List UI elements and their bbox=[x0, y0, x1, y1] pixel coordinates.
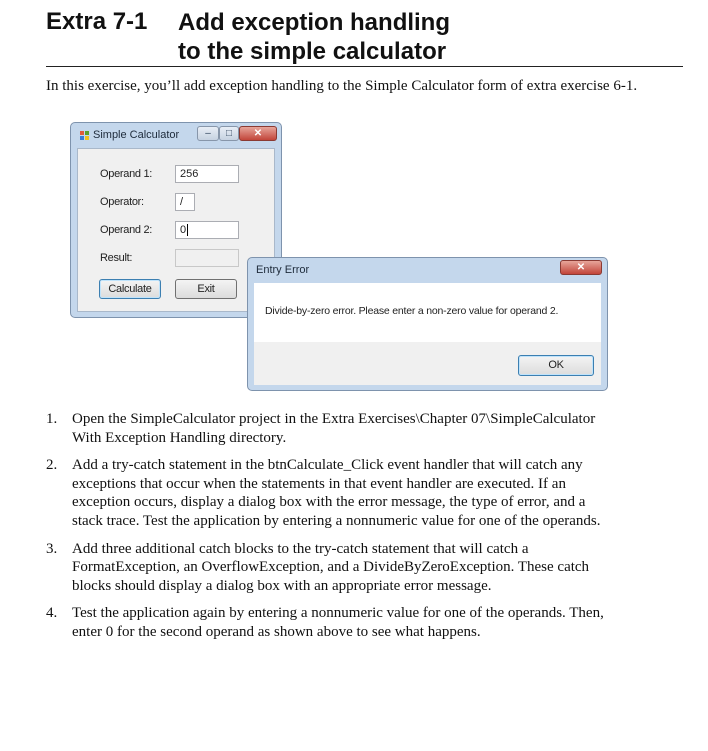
ok-button[interactable]: OK bbox=[518, 355, 594, 376]
operator-label: Operator: bbox=[100, 196, 144, 208]
operator-input[interactable]: / bbox=[175, 193, 195, 211]
dialog-footer bbox=[254, 342, 601, 385]
maximize-icon[interactable]: □ bbox=[219, 126, 239, 141]
steps-list bbox=[46, 410, 606, 651]
step-text: Add three additional catch blocks to the try-catch statement that will catch a FormatException, an OverflowException, and a DivideByZeroException. These catch blocks should display a dialog box with an appropriate error message. bbox=[72, 540, 590, 594]
step-number: 4. bbox=[46, 605, 58, 622]
entry-error-dialog bbox=[247, 257, 608, 391]
list-item bbox=[46, 604, 606, 641]
calculator-client-area bbox=[77, 148, 275, 312]
exercise-title bbox=[178, 8, 450, 66]
step-text: Open the SimpleCalculator project in the Extra Exercises\Chapter 07\SimpleCalculator With Exception Handling directory. bbox=[72, 411, 596, 446]
result-output bbox=[175, 249, 239, 267]
calculator-title: Simple Calculator bbox=[93, 129, 180, 141]
result-label: Result: bbox=[100, 252, 133, 264]
step-number: 1. bbox=[46, 411, 58, 427]
intro-paragraph: In this exercise, you’ll add exception handling to the Simple Calculator form of extra exercise 6-1. bbox=[46, 78, 638, 94]
step-number: 3. bbox=[46, 540, 58, 557]
list-item bbox=[46, 410, 606, 447]
list-item bbox=[46, 540, 606, 596]
title-line-1: Add exception handling bbox=[178, 9, 451, 36]
dialog-message: Divide-by-zero error. Please enter a non-zero value for operand 2. bbox=[265, 305, 559, 317]
app-icon bbox=[80, 131, 90, 141]
text-caret bbox=[187, 224, 188, 236]
step-text: Test the application again by entering a nonnumeric value for one of the operands. Then, enter 0 for the second operand as shown above to see what happens. bbox=[72, 605, 604, 640]
close-icon[interactable]: ✕ bbox=[239, 126, 277, 141]
dialog-content bbox=[254, 283, 601, 342]
exercise-number: Extra 7-1 bbox=[46, 8, 148, 35]
list-item bbox=[46, 456, 606, 530]
operand2-label: Operand 2: bbox=[100, 224, 153, 236]
operand1-label: Operand 1: bbox=[100, 168, 153, 180]
step-text: Add a try-catch statement in the btnCalculate_Click event handler that will catch any exceptions that occur when the statements in that event handler are executed. If an exception occurs, display a dialog box with the error message, the type of error, and a stack trace. Test the application by entering a nonnumeric value for one of the operands. bbox=[72, 457, 601, 529]
step-number: 2. bbox=[46, 457, 58, 474]
dialog-close-icon[interactable]: ✕ bbox=[560, 260, 602, 275]
title-line-2: to the simple calculator bbox=[178, 38, 447, 65]
exit-button[interactable]: Exit bbox=[175, 279, 237, 299]
operand2-value: 0 bbox=[180, 224, 187, 236]
operand1-input[interactable]: 256 bbox=[175, 165, 239, 183]
header-rule bbox=[46, 66, 683, 67]
dialog-title: Entry Error bbox=[256, 264, 310, 276]
calculate-button[interactable]: Calculate bbox=[99, 279, 161, 299]
operand2-input[interactable] bbox=[175, 221, 239, 239]
minimize-icon[interactable]: – bbox=[197, 126, 219, 141]
